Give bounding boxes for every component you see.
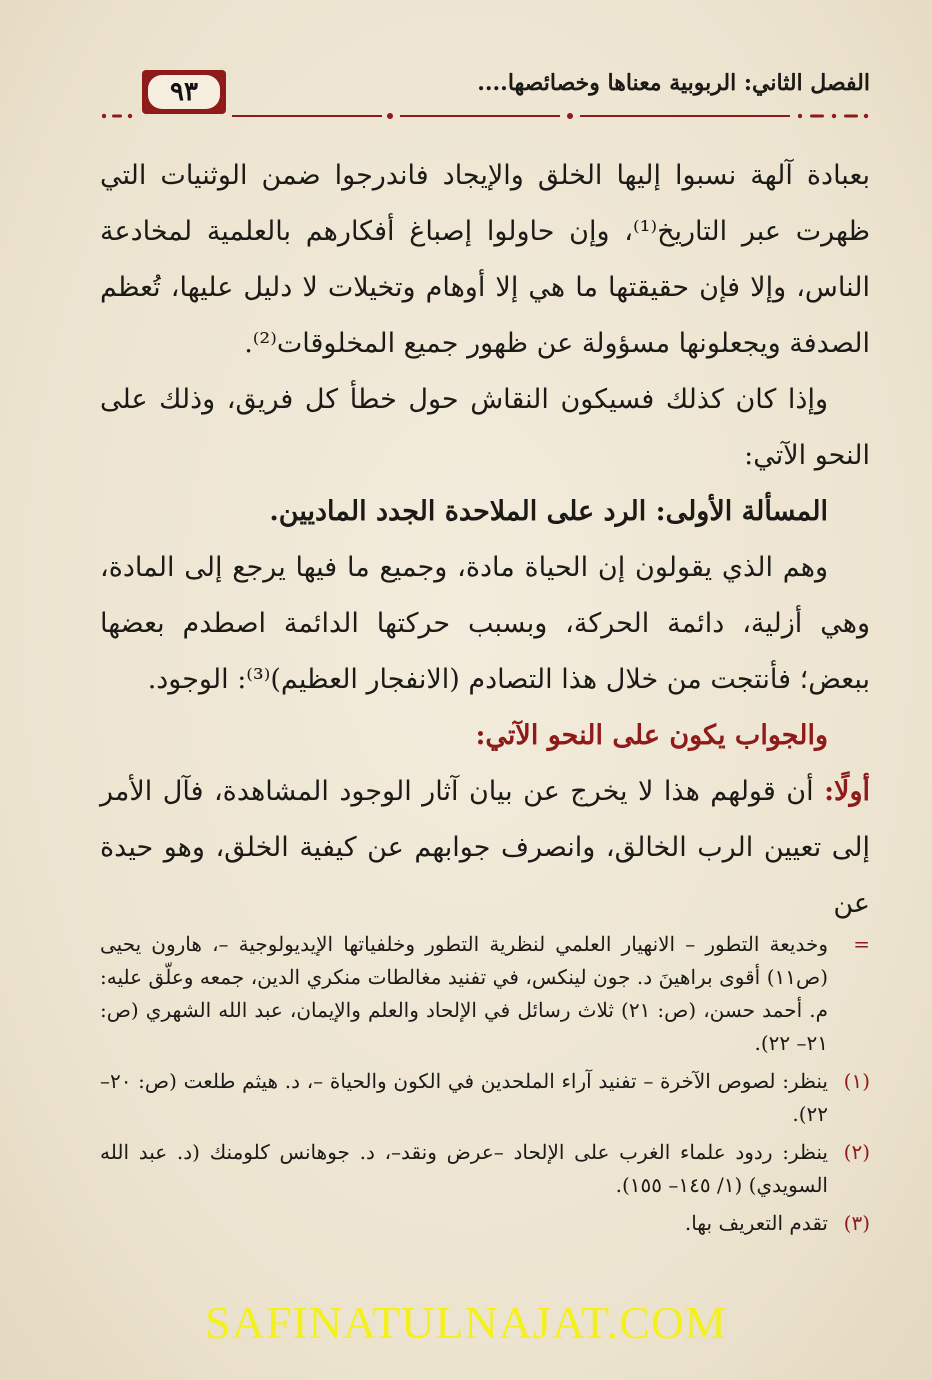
divider-dash (400, 115, 560, 117)
divider-dash (232, 115, 382, 117)
paragraph: وإذا كان كذلك فسيكون النقاش حول خطأ كل فريق، وذلك على النحو الآتي: (100, 384, 870, 471)
footnote-number: (٢) (843, 1140, 870, 1164)
point-text: أن قولهم هذا لا يخرج عن بيان آثار الوجود المشاهدة، فآل الأمر إلى تعيين الرب الخالق، وانصرف جوابهم عن كيفية الخلق، وهو حيدة عن (100, 776, 870, 919)
divider-dot (128, 114, 132, 118)
divider-dash (112, 115, 122, 118)
divider-dash (810, 115, 824, 118)
divider-dash (580, 115, 790, 117)
footnote-number: (١) (843, 1069, 870, 1093)
divider-dot (798, 114, 802, 118)
footnote-text: تقدم التعريف بها. (684, 1211, 828, 1235)
ornamental-divider (100, 112, 870, 120)
divider-dot (567, 113, 573, 119)
divider-dot (832, 114, 836, 118)
footnotes (100, 928, 870, 1245)
page-header (100, 58, 870, 128)
paragraph: بعبادة آلهة نسبوا إليها الخلق والإيجاد فاندرجوا ضمن الوثنيات التي ظهرت عبر التاريخ⁽¹⁾، وإن حاولوا إصباغ أفكارهم بالعلمية لمخادعة الناس، وإلا فإن حقيقتها ما هي إلا أوهام وتخيلات لا دليل عليها، تُعظم الصدفة ويجعلونها مسؤولة عن ظهور جميع المخلوقات⁽²⁾. (100, 160, 870, 359)
page-number-frame (142, 70, 226, 114)
footnote-text: ينظر: ردود علماء الغرب على الإلحاد –عرض ونقد–، د. جوهانس كلومنك (د. عبد الله السويدي) (١/ ١٤٥– ١٥٥). (100, 1140, 828, 1197)
paragraph (100, 764, 870, 932)
divider-dash (844, 115, 858, 118)
main-text (100, 148, 870, 932)
paragraph: وهم الذي يقولون إن الحياة مادة، وجميع ما فيها يرجع إلى المادة، وهي أزلية، دائمة الحركة، وبسبب حركتها الدائمة اصطدم بعضها ببعض؛ فأنتجت من خلال هذا التصادم (الانفجار العظيم)⁽³⁾: الوجود. (100, 552, 870, 695)
divider-dot (864, 114, 868, 118)
footnote (100, 1136, 870, 1202)
answer-heading: والجواب يكون على النحو الآتي: (475, 720, 828, 751)
continuation-mark: = (853, 932, 870, 956)
footnote-continuation (100, 928, 870, 1060)
footnote-text: وخديعة التطور – الانهيار العلمي لنظرية التطور وخلفياتها الإيديولوجية –، هارون يحيى (ص١١) أقوى براهينَ د. جون لينكس، في تفنيد مغالطات منكري الدين، جمعه وعلّق عليه: م. أحمد حسن، (ص: ٢١) ثلاث رسائل في الإلحاد والعلم والإيمان، عبد الله الشهري (ص: ٢١– ٢٢). (100, 932, 828, 1055)
chapter-title: الفصل الثاني: الربوبية معناها وخصائصها.... (477, 70, 870, 96)
footnote-text: ينظر: لصوص الآخرة – تفنيد آراء الملحدين في الكون والحياة –، د. هيثم طلعت (ص: ٢٠– ٢٢). (100, 1069, 828, 1126)
divider-dot (102, 114, 106, 118)
footnote (100, 1065, 870, 1131)
footnote-number: (٣) (843, 1211, 870, 1235)
divider-dot (387, 113, 393, 119)
page-number: ٩٣ (148, 75, 220, 109)
site-watermark: SAFINATULNAJAT.COM (205, 1297, 727, 1348)
footnote (100, 1207, 870, 1240)
point-label: أولًا: (824, 776, 870, 807)
section-heading: المسألة الأولى: الرد على الملاحدة الجدد الماديين. (269, 496, 828, 527)
